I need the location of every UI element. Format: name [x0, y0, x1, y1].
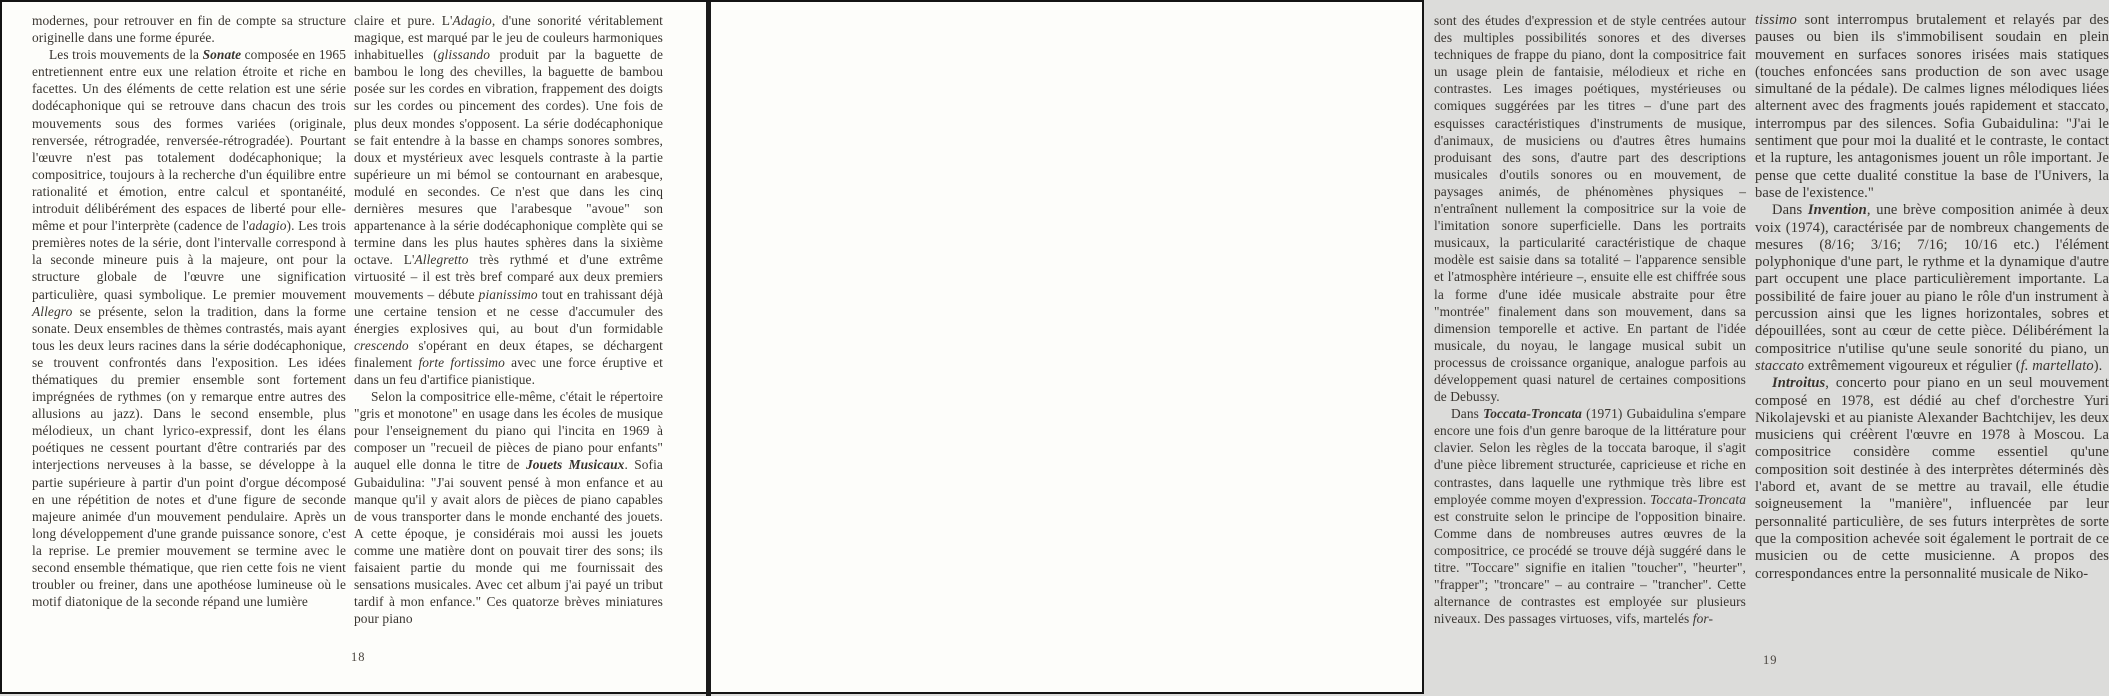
paragraph: Dans Invention, une brève composition animée à deux voix (1974), caractérisée par de nombreux changements de mesures (8/16; 3/16; 7/16; 10/16 etc.) l'élément polyphonique d'une part, le rythme et la dynamique d'autre part occupent une place particulièrement importante. La possibilité de faire jouer au piano le rôle d'un instrument à percussion ainsi que les lignes horizontales, sobres et dépouillées, sont au cœur de cette pièce. Délibérément la compositrice n'utilise qu'une seule sonorité du piano, un staccato extrêmement vigoureux et régulier (f. martellato). — [1755, 202, 2109, 374]
work-title: Invention — [1807, 202, 1867, 219]
paragraph: sont des études d'expression et de style centrées autour des multiples possibilités sonores et des diverses techniques de frappe du piano, dont la compositrice fait un usage plein de fantaisie, mélodieux et riche en contrastes. Les images poétiques, mystérieuses ou comiques suggérées par les titres – d'une part des esquisses caractéristiques d'instruments de musique, d'animaux, de musiciens ou d'autres êtres humains produisant des sons, d'autre part des descriptions musicales d'outils sonores ou en mouvement, de paysages animés, de phénomènes physiques – n'entraînent nullement la compositrice sur la voie de l'imitation sonore superficielle. Dans les portraits musicaux, la particularité caractéristique de chaque modèle est saisie dans sa totalité – l'apparence sensible et l'atmosphère intérieure –, ensuite elle est chiffrée sous la forme d'une idée musicale abstraite pour être "montrée" finalement dans son mouvement, dans sa dimension temporelle et active. En partant de l'idée musicale, du noyau, le langage musical subit un processus de croissance organique, analogue parfois au développement quasi naturel de certaines compositions de Debussy. — [1434, 13, 1746, 405]
page-18 — [2, 2, 707, 692]
music-term: forte fortissimo — [418, 354, 505, 370]
paragraph: claire et pure. L'Adagio, d'une sonorité véritablement magique, est marqué par le jeu de couleurs harmoniques inhabituelles (glissando produit par la baguette de bambou le long des chevilles, la baguette de bambou posée sur les cordes en vibration, frappement des doigts sur les cordes ou pincement des cordes). Une fois de plus deux mondes s'opposent. La série dodécaphonique se fait entendre à la basse en champs sonores sombres, doux et mystérieux avec lesquels contraste à la partie supérieure un mi bémol se contournant en arabesque, modulé en secondes. Ce n'est que dans les cinq dernières mesures que l'arabesque "avoue" son appartenance à la série dodécaphonique complète qui se termine dans les plus hautes sphères dans la sixième octave. L'Allegretto très rythmé et d'une extrême virtuosité – il est très bref comparé aux deux premiers mouvements – débute pianissimo tout en trahissant déjà une certaine tension et ne cesse d'accumuler des énergies explosives qui, au bout d'un formidable crescendo s'opérant en deux étapes, se déchargent finalement forte fortissimo avec une force éruptive et dans un feu d'artifice pianistique. — [354, 13, 663, 387]
paragraph: tissimo sont interrompus brutalement et relayés par des pauses ou bien ils s'immobilisent soudain en plein mouvement en surfaces sonores irisées mais statiques (touches enfoncées sans production de son avec usage simultané de la pédale). De calmes lignes mélodiques liées alternent avec des fragments joués rapidement et staccato, interrompus par des silences. Sofia Gubaidulina: "J'ai le sentiment que pour moi la dualité et le contraste, le contact et la rupture, les antagonismes jouent un rôle important. Je pense que cette dualité constitue la base de l'Univers, la base de l'existence." — [1755, 12, 2109, 201]
music-term: Allegretto — [414, 252, 469, 268]
page18-left-column — [32, 12, 346, 610]
paragraph: Introitus, concerto pour piano en un seul mouvement composé en 1978, est dédié au chef d'orchestre Yuri Nikolajevski et au pianiste Alexander Bachtchijev, les deux musiciens qui créèrent l'œuvre en 1978 à Moscou. La compositrice considère comme essentiel qu'une composition soit destinée à des interprètes déterminés dès l'abord et, avant de se mettre au travail, elle étudie soigneusement la "manière", influencée par leur personnalité particulière, de ses futurs interprètes de sorte que la composition achevée soit également le portrait de ce musicien ou de cette musicienne. A propos des correspondances entre la personnalité musicale de Niko- — [1755, 375, 2109, 582]
music-term: tissimo — [1755, 12, 1797, 28]
page-19 — [712, 2, 2109, 692]
music-term: pianissimo — [478, 286, 538, 302]
work-title: Sonate — [202, 47, 242, 63]
page19-right-column — [1755, 12, 2109, 583]
page-number-18: 18 — [351, 650, 366, 664]
paragraph: Dans Toccata-Troncata (1971) Gubaidulina s'empare encore une fois d'un genre baroque de la littérature pour clavier. Selon les règles de la toccata baroque, il s'agit d'une pièce librement structurée, capricieuse et riche en contrastes, dans laquelle une rythmique très libre est employée comme moyen d'expression. Toccata-Troncata est construite selon le principe de l'opposition binaire. Comme dans de nombreuses autres œuvres de la compositrice, ce procédé se trouve déjà suggéré dans le titre. "Toccare" signifie en italien "toucher", "heurter", "frapper"; "troncare" – au contraire – "trancher". Cette alternance de contrastes est employée sur plusieurs niveaux. Des passages virtuoses, vifs, martelés for- — [1434, 406, 1746, 627]
page-gutter-divider — [706, 2, 711, 696]
paragraph: Selon la compositrice elle-même, c'était le répertoire "gris et monotone" en usage dans les écoles de musique pour l'enseignement du piano qui l'incita en 1969 à composer un "recueil de pièces de piano pour enfants" auquel elle donna le titre de Jouets Musicaux. Sofia Gubaidulina: "J'ai souvent pensé à mon enfance et au manque qu'il y avait alors de pièces de piano capables de vous transporter dans le monde enchanté des jouets. A cette époque, je considérais moi aussi les jouets comme une matière dont on pouvait tirer des sons; ils faisaient partie du monde qui me fournissait des sensations musicales. Avec cet album j'ai payé un tribut tardif à mon enfance." Ces quatorze brèves miniatures pour piano — [354, 389, 663, 627]
music-term: Toccata-Troncata — [1650, 491, 1746, 507]
music-term: glissando — [437, 47, 491, 63]
work-title: Toccata-Troncata — [1483, 406, 1582, 422]
page19-left-column — [1434, 12, 1746, 627]
work-title: Jouets Musicaux — [525, 457, 625, 473]
music-term: staccato — [1755, 357, 1805, 374]
music-term: f. martellato — [2020, 357, 2094, 374]
music-term: for- — [1692, 611, 1714, 627]
paragraph: Les trois mouvements de la Sonate composée en 1965 entretiennent entre eux une relation étroite et riche en facettes. Un des éléments de cette relation est une série dodécaphonique qui se retrouve dans chacun des trois mouvements sous des formes variées (originale, renversée, rétrogradée, renversée-rétrogradée). Pourtant l'œuvre n'est pas totalement dodécaphonique; la compositrice, toujours à la recherche d'un équilibre entre rationalité et émotion, entre calcul et spontanéité, introduit délibérément des espaces de liberté pour elle-même et pour l'interprète (cadence de l'adagio). Les trois premières notes de la série, dont l'intervalle correspond à la seconde mineure puis à la majeure, ont pour la structure globale de l'œuvre une signification particulière, quasi symbolique. Le premier mouvement Allegro se présente, selon la tradition, dans la forme sonate. Deux ensembles de thèmes contrastés, mais ayant tous les deux leurs racines dans la série dodécaphonique, se trouvent confrontés dans l'exposition. Les idées thématiques du premier ensemble sont fortement imprégnées de rythmes (on y remarque entre autres des allusions au jazz). Dans le second ensemble, plus mélodieux, un chant lyrico-expressif, dont les élans poétiques ne cessent pourtant d'être contrariés par des interjections nerveuses à la basse, se développe à la partie supérieure à partir d'un point d'orgue décomposé en une répétition de notes et d'une figure de seconde majeure animée d'un mouvement pendulaire. Après un long développement d'une grande puissance sonore, c'est la reprise. Le premier mouvement se termine avec le second ensemble thématique, que rien cette fois ne vient troubler ou freiner, dans une apothéose lumineuse où le motif diatonique de la seconde répand une lumière — [32, 47, 346, 610]
music-term: adagio — [248, 218, 287, 234]
music-term: Allegro — [32, 303, 73, 319]
paragraph: modernes, pour retrouver en fin de compte sa structure originelle dans une forme épurée. — [32, 13, 346, 46]
music-term: crescendo — [354, 337, 409, 353]
work-title: Introitus — [1772, 375, 1826, 392]
music-term: Adagio — [452, 13, 492, 28]
page-number-19: 19 — [1763, 653, 1778, 667]
page18-right-column — [354, 12, 663, 627]
